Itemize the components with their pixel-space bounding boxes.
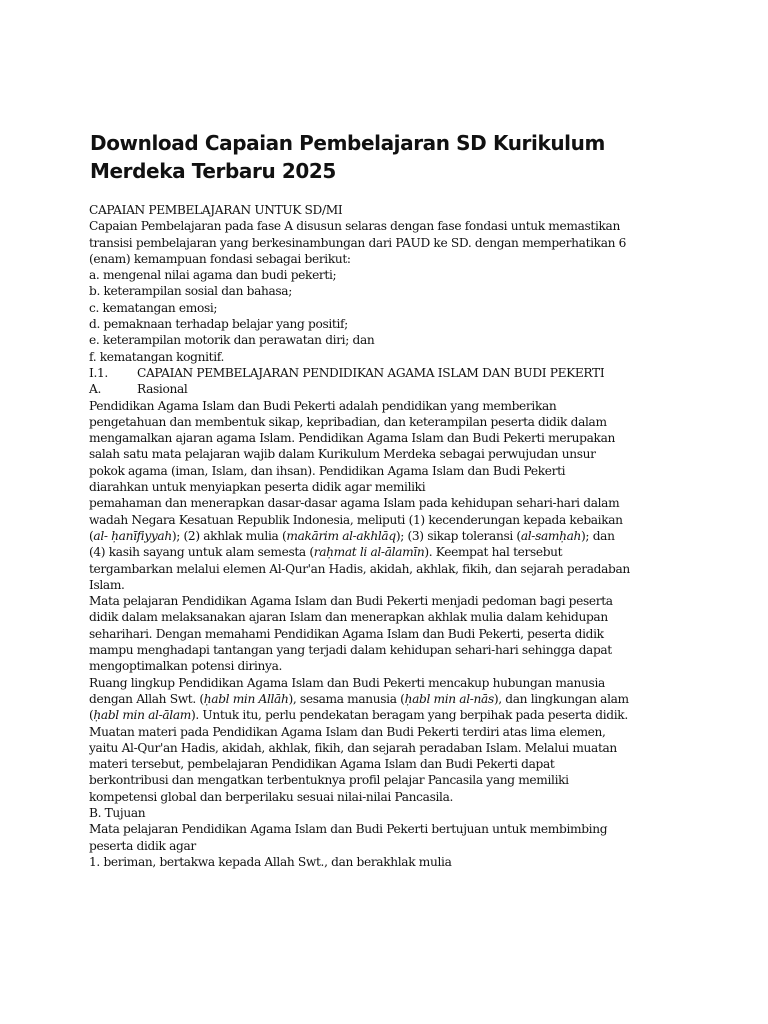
- paragraph-line: salah satu mata pelajaran wajib dalam Kurikulum Merdeka sebagai perwujudan unsur: [89, 447, 596, 462]
- paragraph-line: Ruang lingkup Pendidikan Agama Islam dan Budi Pekerti mencakup hubungan manusia: [89, 675, 605, 690]
- italic-term: al- ḥanīfiyyah: [93, 528, 172, 543]
- list-item: b. keterampilan sosial dan bahasa;: [89, 284, 292, 299]
- list-item: a. mengenal nilai agama dan budi pekerti;: [89, 268, 337, 283]
- italic-term: ḥabl min al-nās: [404, 691, 494, 706]
- paragraph-line: [89, 691, 689, 707]
- section-heading: [89, 365, 689, 381]
- text-run: ), dan lingkungan alam: [493, 691, 629, 706]
- intro-line: transisi pembelajaran yang berkesinambungan dari PAUD ke SD. dengan memperhatikan 6: [89, 235, 627, 250]
- text-run: ). Keempat hal tersebut: [424, 545, 563, 560]
- text-run: (4) kasih sayang untuk alam semesta (: [89, 545, 314, 560]
- section-number: I.1.: [89, 365, 108, 380]
- paragraph-line: peserta didik agar: [89, 838, 196, 853]
- paragraph-line: [89, 544, 689, 560]
- text-run: ); (2) akhlak mulia (: [171, 528, 287, 543]
- list-item: d. pemaknaan terhadap belajar yang positif;: [89, 317, 348, 332]
- paragraph-line: tergambarkan melalui elemen Al-Qur'an Hadis, akidah, akhlak, fikih, dan sejarah peradaban: [89, 561, 630, 576]
- title-line-1: Download Capaian Pembelajaran SD Kurikulum: [90, 131, 605, 155]
- paragraph-line: yaitu Al-Qur'an Hadis, akidah, akhlak, fikih, dan sejarah peradaban Islam. Melalui muatan: [89, 740, 617, 755]
- paragraph-line: didik dalam melaksanakan ajaran Islam dan menerapkan akhlak mulia dalam kehidupan: [89, 610, 608, 625]
- text-run: ); dan: [581, 528, 615, 543]
- paragraph-line: pokok agama (iman, Islam, dan ihsan). Pendidikan Agama Islam dan Budi Pekerti: [89, 463, 566, 478]
- subsection-title: Rasional: [137, 382, 188, 397]
- paragraph-line: mengamalkan ajaran agama Islam. Pendidikan Agama Islam dan Budi Pekerti merupakan: [89, 431, 615, 446]
- subsection-letter: A.: [89, 382, 101, 397]
- paragraph-line: Islam.: [89, 577, 125, 592]
- text-run: (: [89, 708, 94, 723]
- paragraph-line: pemahaman dan menerapkan dasar-dasar agama Islam pada kehidupan sehari-hari dalam: [89, 496, 620, 511]
- paragraph-line: kompetensi global dan berperilaku sesuai nilai-nilai Pancasila.: [89, 789, 454, 804]
- intro-heading: CAPAIAN PEMBELAJARAN UNTUK SD/MI: [89, 203, 343, 217]
- paragraph-line: Mata pelajaran Pendidikan Agama Islam dan Budi Pekerti bertujuan untuk membimbing: [89, 822, 608, 837]
- title-line-2: Merdeka Terbaru 2025: [90, 159, 336, 183]
- list-item: f. kematangan kognitif.: [89, 349, 225, 364]
- intro-line: Capaian Pembelajaran pada fase A disusun selaras dengan fase fondasi untuk memastikan: [89, 219, 620, 234]
- paragraph-line: seharihari. Dengan memahami Pendidikan Agama Islam dan Budi Pekerti, peserta didik: [89, 626, 604, 641]
- paragraph-line: berkontribusi dan mengatkan terbentuknya profil pelajar Pancasila yang memiliki: [89, 773, 569, 788]
- subsection-heading: [89, 381, 689, 397]
- section-title: CAPAIAN PEMBELAJARAN PENDIDIKAN AGAMA ISLAM DAN BUDI PEKERTI: [137, 365, 605, 380]
- paragraph-line: Pendidikan Agama Islam dan Budi Pekerti adalah pendidikan yang memberikan: [89, 398, 557, 413]
- list-item: e. keterampilan motorik dan perawatan diri; dan: [89, 333, 375, 348]
- text-run: ), sesama manusia (: [288, 691, 405, 706]
- paragraph-line: materi tersebut, pembelajaran Pendidikan Agama Islam dan Budi Pekerti dapat: [89, 757, 555, 772]
- paragraph-line: Mata pelajaran Pendidikan Agama Islam dan Budi Pekerti menjadi pedoman bagi peserta: [89, 594, 613, 609]
- text-run: (: [89, 528, 94, 543]
- paragraph-line: [89, 707, 689, 723]
- intro-line: (enam) kemampuan fondasi sebagai berikut:: [89, 251, 351, 266]
- text-run: ); (3) sikap toleransi (: [395, 528, 521, 543]
- list-item: c. kematangan emosi;: [89, 300, 218, 315]
- italic-term: al-samḥah: [520, 528, 582, 543]
- italic-term: makārim al-akhlāq: [286, 528, 396, 543]
- text-run: ). Untuk itu, perlu pendekatan beragam yang berpihak pada peserta didik.: [190, 708, 628, 723]
- document-title: [90, 129, 690, 185]
- subsection-heading: B. Tujuan: [89, 805, 146, 820]
- italic-term: raḥmat li al-ālamīn: [313, 545, 425, 560]
- paragraph-line: diarahkan untuk menyiapkan peserta didik agar memiliki: [89, 480, 426, 495]
- paragraph-line: Muatan materi pada Pendidikan Agama Islam dan Budi Pekerti terdiri atas lima elemen,: [89, 724, 606, 739]
- text-run: dengan Allah Swt. (: [89, 691, 204, 706]
- paragraph-line: pengetahuan dan membentuk sikap, kepribadian, dan keterampilan peserta didik dalam: [89, 414, 607, 429]
- paragraph-line: wadah Negara Kesatuan Republik Indonesia, meliputi (1) kecenderungan kepada kebaikan: [89, 512, 623, 527]
- italic-term: ḥabl min Allāh: [203, 691, 289, 706]
- list-item: 1. beriman, bertakwa kepada Allah Swt., dan berakhlak mulia: [89, 854, 452, 869]
- paragraph-line: mengoptimalkan potensi dirinya.: [89, 659, 283, 674]
- paragraph-line: mampu menghadapi tantangan yang terjadi dalam kehidupan sehari-hari sehingga dapat: [89, 643, 612, 658]
- document-body: [89, 202, 689, 870]
- paragraph-line: [89, 528, 689, 544]
- italic-term: ḥabl min al-ālam: [93, 708, 191, 723]
